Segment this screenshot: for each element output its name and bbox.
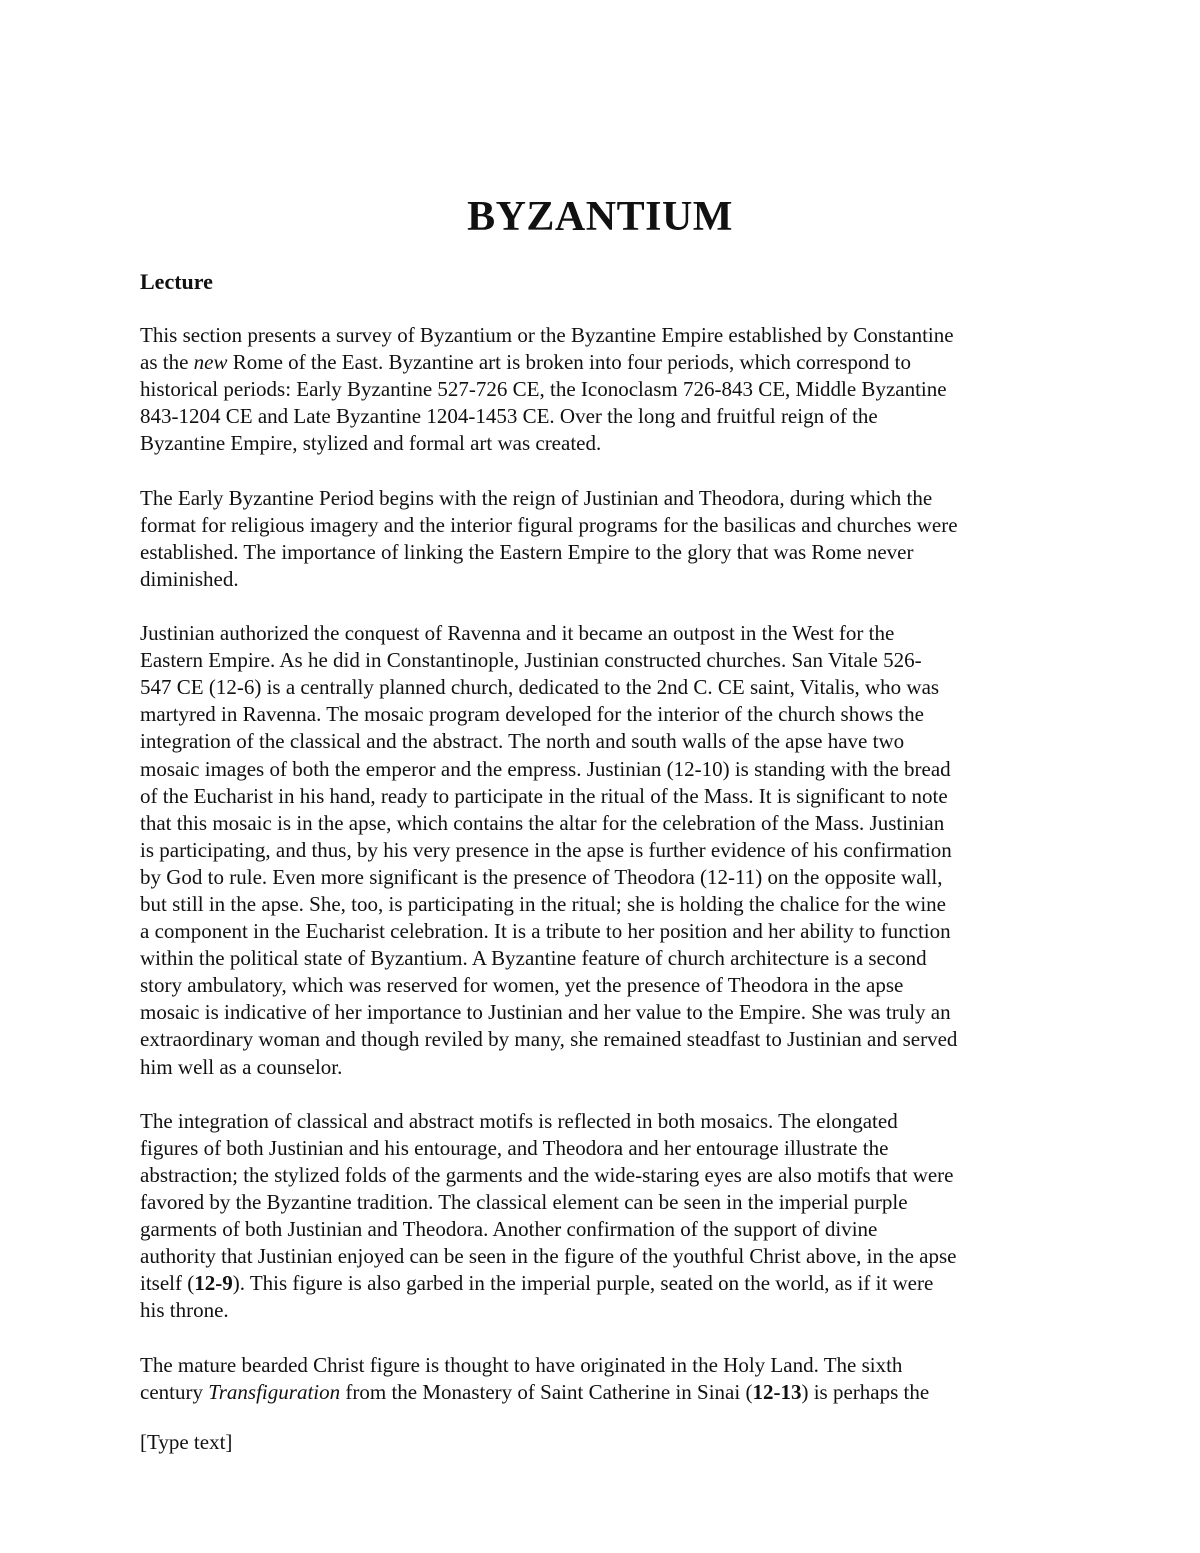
figure-reference: 12-9 [194,1271,233,1296]
paragraph [140,1352,1070,1406]
text-segment: Rome of the East. Byzantine art is broken into four periods, which correspond to [227,350,911,375]
text-line [140,647,1070,674]
text-line [140,756,1070,783]
text-segment: historical periods: Early Byzantine 527-726 CE, the Iconoclasm 726-843 CE, Middle Byzantine [140,377,947,402]
text-line [140,837,1070,864]
text-segment: his throne. [140,1298,229,1323]
section-heading: Lecture [140,269,213,294]
text-segment: century [140,1379,209,1404]
paragraph [140,620,1070,1081]
text-line [140,1352,1070,1379]
text-line [140,810,1070,837]
text-segment: story ambulatory, which was reserved for women, yet the presence of Theodora in the apse [140,973,904,998]
text-line [140,1297,1070,1324]
text-segment: This section presents a survey of Byzantium or the Byzantine Empire established by Constantine [140,323,954,347]
text-segment: abstraction; the stylized folds of the garments and the wide-staring eyes are also motifs that were [140,1162,954,1187]
text-line [140,1270,1070,1297]
text-segment: him well as a counselor. [140,1054,343,1079]
text-segment: integration of the classical and the abstract. The north and south walls of the apse have two [140,729,905,754]
text-line [140,728,1070,755]
text-line [140,620,1070,647]
text-line [140,945,1070,972]
text-segment: 547 CE (12-6) is a centrally planned church, dedicated to the 2nd C. CE saint, Vitalis, who was [140,675,940,700]
text-segment: authority that Justinian enjoyed can be seen in the figure of the youthful Christ above, in the apse [140,1244,957,1269]
text-segment: mosaic is indicative of her importance to Justinian and her value to the Empire. She was truly an [140,1000,951,1025]
text-segment: Eastern Empire. As he did in Constantinople, Justinian constructed churches. San Vitale 526- [140,648,922,673]
text-segment: garments of both Justinian and Theodora. Another confirmation of the support of divine [140,1217,878,1242]
text-segment: as the [140,350,194,375]
text-line [140,999,1070,1026]
paragraph [140,485,1070,593]
page-title: BYZANTIUM [467,194,733,240]
text-segment: established. The importance of linking the Eastern Empire to the glory that was Rome never [140,539,914,564]
text-segment: ). This figure is also garbed in the imperial purple, seated on the world, as if it were [232,1271,934,1296]
text-line [140,972,1070,999]
paragraph [140,1108,1070,1325]
text-segment: by God to rule. Even more significant is the presence of Theodora (12-11) on the opposite wall, [140,864,943,889]
text-segment: martyred in Ravenna. The mosaic program developed for the interior of the church shows the [140,702,924,727]
text-segment: within the political state of Byzantium. A Byzantine feature of church architecture is a second [140,946,927,971]
text-segment: ) is perhaps the [801,1379,930,1404]
text-line [140,1243,1070,1270]
text-line [140,403,1070,430]
text-line [140,1189,1070,1216]
text-segment: is participating, and thus, by his very presence in the apse is further evidence of his confirmation [140,837,952,862]
text-line [140,1108,1070,1135]
figure-reference: 12-13 [752,1379,802,1404]
text-segment: Justinian authorized the conquest of Ravenna and it became an outpost in the West for the [140,621,895,646]
text-segment: diminished. [140,566,239,591]
text-segment: Byzantine Empire, stylized and formal art was created. [140,431,602,456]
text-line [140,1054,1070,1081]
footer-placeholder[interactable]: [Type text] [140,1430,233,1454]
text-line [140,674,1070,701]
text-line [140,1162,1070,1189]
text-segment: that this mosaic is in the apse, which contains the altar for the celebration of the Mass. Justinian [140,810,945,835]
text-line [140,322,1070,349]
text-segment: The integration of classical and abstract motifs is reflected in both mosaics. The elongated [140,1108,898,1133]
italic-text: new [193,350,228,375]
text-segment: of the Eucharist in his hand, ready to participate in the ritual of the Mass. It is significant to note [140,783,948,808]
text-segment: The mature bearded Christ figure is thought to have originated in the Holy Land. The sixth [140,1352,903,1377]
text-line [140,349,1070,376]
text-line [140,783,1070,810]
text-segment: format for religious imagery and the interior figural programs for the basilicas and churches were [140,512,958,537]
body-text [140,322,1070,1433]
text-segment: The Early Byzantine Period begins with the reign of Justinian and Theodora, during which the [140,485,933,510]
text-line [140,566,1070,593]
text-segment: extraordinary woman and though reviled by many, she remained steadfast to Justinian and served [140,1027,958,1052]
text-segment: a component in the Eucharist celebration. It is a tribute to her position and her ability to function [140,919,951,944]
text-line [140,864,1070,891]
text-segment: favored by the Byzantine tradition. The classical element can be seen in the imperial purple [140,1190,908,1214]
text-segment: itself ( [140,1271,195,1296]
text-segment: mosaic images of both the emperor and the empress. Justinian (12-10) is standing with the bread [140,756,951,781]
text-line [140,1026,1070,1053]
text-line [140,701,1070,728]
text-line [140,539,1070,566]
text-segment: figures of both Justinian and his entourage, and Theodora and her entourage illustrate the [140,1135,889,1160]
text-line [140,430,1070,457]
text-segment: but still in the apse. She, too, is participating in the ritual; she is holding the chalice for the wine [140,891,946,916]
text-line [140,918,1070,945]
text-line [140,376,1070,403]
text-line [140,1379,1070,1406]
text-line [140,1135,1070,1162]
italic-text: Transfiguration [208,1379,341,1404]
text-line [140,1216,1070,1243]
paragraph [140,322,1070,457]
text-segment: 843-1204 CE and Late Byzantine 1204-1453 CE. Over the long and fruitful reign of the [140,404,878,429]
text-line [140,891,1070,918]
text-line [140,485,1070,512]
text-segment: from the Monastery of Saint Catherine in Sinai ( [340,1379,753,1404]
text-line [140,512,1070,539]
